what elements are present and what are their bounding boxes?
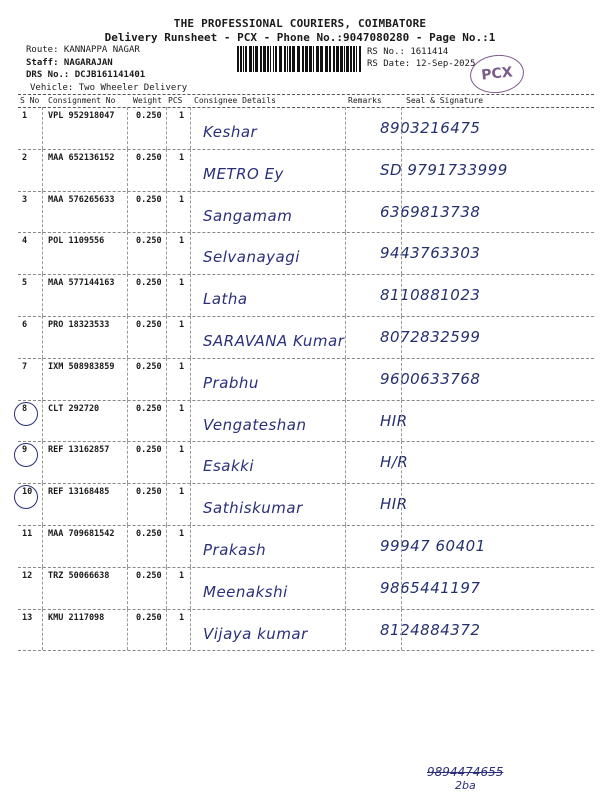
column-divider: [166, 274, 167, 316]
weight-value: 0.250: [136, 236, 162, 247]
pcs-value: 1: [179, 445, 185, 456]
barcode-bar: [305, 46, 308, 72]
barcode-bar: [287, 46, 288, 72]
column-divider: [127, 191, 128, 233]
column-divider: [401, 400, 402, 442]
consignee-handwritten-name: SARAVANA Kumar: [203, 332, 345, 350]
column-divider: [401, 316, 402, 358]
column-divider: [401, 274, 402, 316]
barcode-bar: [356, 46, 357, 72]
column-divider: [42, 609, 43, 651]
table-row: [18, 107, 594, 150]
column-divider: [127, 483, 128, 525]
barcode-bar: [350, 46, 352, 72]
pcs-value: 1: [179, 320, 185, 330]
circle-mark-icon: [14, 443, 38, 467]
weight-value: 0.250: [136, 529, 162, 539]
serial-number: 11: [22, 529, 33, 539]
column-divider: [42, 483, 43, 525]
col-remarks: Remarks: [348, 96, 382, 105]
struck-number: 9894474655: [427, 765, 504, 779]
signature-phone: 8124884372: [380, 620, 481, 639]
weight-value: 0.250: [136, 320, 162, 330]
consignment-number: REF 13162857: [48, 445, 110, 456]
column-divider: [345, 274, 346, 316]
column-divider: [166, 149, 167, 191]
column-divider: [127, 232, 128, 274]
column-divider: [166, 400, 167, 442]
barcode-bar: [313, 46, 314, 72]
column-divider: [190, 149, 191, 191]
barcode-bar: [336, 46, 339, 72]
column-divider: [401, 609, 402, 651]
serial-number: 3: [22, 194, 28, 205]
column-divider: [345, 191, 346, 233]
footer-handwritten-note: [427, 765, 504, 792]
table-row: [18, 191, 594, 234]
weight-value: 0.250: [136, 194, 162, 205]
barcode-bar: [279, 46, 282, 72]
table-row: [18, 483, 594, 526]
consignment-number: MAA 576265633: [48, 194, 115, 205]
column-divider: [190, 441, 191, 483]
column-divider: [127, 316, 128, 358]
consignment-number: POL 1109556: [48, 236, 105, 247]
column-divider: [42, 149, 43, 191]
weight-value: 0.250: [136, 152, 162, 163]
column-divider: [345, 483, 346, 525]
column-divider: [190, 400, 191, 442]
consignee-handwritten-name: Sathiskumar: [203, 499, 303, 518]
column-divider: [127, 567, 128, 609]
column-divider: [401, 358, 402, 400]
weight-value: 0.250: [136, 111, 162, 121]
column-divider: [166, 316, 167, 358]
col-weight: Weight: [133, 96, 162, 105]
drs-label: DRS No.: DCJB161141401: [26, 70, 146, 80]
pcs-value: 1: [179, 529, 185, 539]
column-divider: [166, 232, 167, 274]
col-consignee: Consignee Details: [194, 96, 276, 105]
barcode-bar: [289, 46, 291, 72]
column-divider: [345, 400, 346, 442]
barcode-bar: [260, 46, 262, 72]
route-label: Route: KANNAPPA NAGAR: [26, 45, 140, 55]
barcode-bar: [316, 46, 319, 72]
serial-number: 12: [22, 570, 33, 581]
barcode-bar: [325, 46, 328, 72]
barcode-bar: [267, 46, 269, 72]
column-divider: [190, 316, 191, 358]
barcode-bar: [270, 46, 271, 72]
consignee-handwritten-name: Latha: [203, 290, 248, 309]
weight-value: 0.250: [136, 570, 162, 581]
rs-number: RS No.: 1611414: [367, 47, 449, 57]
barcode-bar: [255, 46, 258, 72]
serial-number: 8: [22, 404, 27, 414]
weight-value: 0.250: [136, 487, 162, 498]
pcs-value: 1: [179, 152, 185, 163]
column-divider: [345, 609, 346, 651]
column-divider: [166, 441, 167, 483]
barcode-bar: [297, 46, 300, 72]
column-divider: [42, 232, 43, 274]
barcode-bar: [243, 46, 244, 72]
barcode-bar: [359, 46, 361, 72]
weight-value: 0.250: [136, 403, 162, 414]
column-divider: [190, 274, 191, 316]
barcode-bar: [284, 46, 286, 72]
column-divider: [127, 149, 128, 191]
signature-phone: 9443763303: [380, 244, 481, 263]
serial-number: 1: [22, 111, 28, 121]
pcs-value: 1: [179, 403, 185, 414]
pcs-value: 1: [179, 111, 185, 121]
table-row: [18, 567, 594, 610]
column-divider: [127, 525, 128, 567]
rs-meta: [367, 46, 475, 70]
consignment-number: REF 13168485: [48, 487, 110, 498]
serial-number: 5: [22, 278, 28, 289]
consignee-handwritten-name: Prabhu: [203, 373, 259, 392]
consignment-number: MAA 709681542: [48, 529, 115, 539]
column-divider: [166, 483, 167, 525]
barcode-bar: [346, 46, 349, 72]
column-divider: [345, 316, 346, 358]
barcode-icon: [237, 46, 363, 72]
table-row: [18, 358, 594, 401]
pcs-value: 1: [179, 361, 185, 372]
consignee-handwritten-name: Vengateshan: [203, 415, 307, 434]
barcode-bar: [292, 46, 295, 72]
column-divider: [401, 191, 402, 233]
column-divider: [127, 400, 128, 442]
barcode-bar: [344, 46, 345, 72]
column-divider: [127, 609, 128, 651]
table-header: [18, 94, 594, 108]
column-divider: [42, 400, 43, 442]
barcode-bar: [273, 46, 274, 72]
column-divider: [345, 232, 346, 274]
serial-number: 7: [22, 361, 28, 372]
column-divider: [345, 525, 346, 567]
column-divider: [401, 441, 402, 483]
pcx-stamp: PCX: [468, 52, 526, 95]
barcode-bar: [353, 46, 355, 72]
column-divider: [166, 567, 167, 609]
barcode-bar: [302, 46, 304, 72]
column-divider: [345, 441, 346, 483]
table-row: [18, 441, 594, 484]
document-subtitle: Delivery Runsheet - PCX - Phone No.:9047080280 - Page No.:1: [104, 31, 496, 44]
column-divider: [401, 232, 402, 274]
serial-number: 10: [22, 487, 32, 497]
signature-phone: 8072832599: [380, 328, 481, 346]
rs-date: RS Date: 12-Sep-2025: [367, 59, 476, 69]
weight-value: 0.250: [136, 361, 162, 372]
column-divider: [401, 107, 402, 149]
column-divider: [401, 567, 402, 609]
consignee-handwritten-name: METRO Ey: [203, 164, 284, 183]
barcode-bar: [237, 46, 239, 72]
column-divider: [166, 609, 167, 651]
serial-number: 6: [22, 320, 28, 330]
column-divider: [127, 441, 128, 483]
column-divider: [42, 191, 43, 233]
column-divider: [166, 191, 167, 233]
table-row: [18, 232, 594, 275]
serial-number: 2: [22, 152, 28, 163]
serial-number: 13: [22, 612, 33, 623]
column-divider: [166, 525, 167, 567]
signature-phone: H/R: [380, 453, 409, 472]
column-divider: [190, 358, 191, 400]
vehicle-label: Vehicle: Two Wheeler Delivery: [30, 82, 188, 93]
table-row: [18, 609, 594, 652]
pcs-value: 1: [179, 278, 185, 289]
pcs-value: 1: [179, 194, 185, 205]
barcode-bar: [333, 46, 335, 72]
runsheet-meta: [26, 44, 187, 94]
weight-value: 0.250: [136, 445, 162, 456]
column-divider: [345, 358, 346, 400]
barcode-bar: [253, 46, 254, 72]
column-divider: [190, 191, 191, 233]
column-divider: [42, 525, 43, 567]
column-divider: [42, 567, 43, 609]
staff-label: Staff: NAGARAJAN: [26, 57, 113, 68]
serial-number: 9: [22, 445, 27, 455]
consignee-handwritten-name: Prakash: [203, 541, 267, 559]
table-row: [18, 525, 594, 568]
signature-phone: 8110881023: [380, 286, 481, 305]
column-divider: [190, 107, 191, 149]
consignment-number: VPL 952918047: [48, 111, 115, 121]
column-divider: [401, 483, 402, 525]
barcode-bar: [240, 46, 242, 72]
barcode-bar: [309, 46, 312, 72]
column-divider: [190, 232, 191, 274]
column-divider: [345, 107, 346, 149]
pcs-value: 1: [179, 487, 185, 498]
weight-value: 0.250: [136, 612, 162, 623]
column-divider: [190, 525, 191, 567]
column-divider: [190, 483, 191, 525]
signature-phone: 99947 60401: [380, 537, 486, 555]
barcode-bar: [320, 46, 323, 72]
barcode-bar: [329, 46, 331, 72]
column-divider: [42, 441, 43, 483]
consignment-number: MAA 577144163: [48, 278, 115, 289]
column-divider: [42, 358, 43, 400]
signature-phone: 9865441197: [380, 578, 481, 597]
column-divider: [127, 274, 128, 316]
barcode-bar: [263, 46, 266, 72]
consignment-number: MAA 652136152: [48, 152, 115, 163]
column-divider: [190, 609, 191, 651]
consignee-handwritten-name: Keshar: [203, 123, 258, 141]
col-pcs: PCS: [168, 96, 183, 105]
consignee-handwritten-name: Selvanayagi: [203, 248, 300, 267]
column-divider: [345, 149, 346, 191]
consignee-handwritten-name: Meenakshi: [203, 582, 288, 601]
column-divider: [401, 149, 402, 191]
consignment-number: KMU 2117098: [48, 612, 105, 623]
signature-phone: 9600633768: [380, 369, 481, 388]
document-title: THE PROFESSIONAL COURIERS, COIMBATORE: [173, 17, 427, 30]
column-divider: [127, 107, 128, 149]
col-seal: Seal & Signature: [406, 96, 484, 105]
signature-phone: 8903216475: [380, 119, 481, 137]
footer-note-text: 2ba: [455, 779, 476, 792]
consignment-number: CLT 292720: [48, 403, 100, 414]
table-row: [18, 149, 594, 192]
column-divider: [190, 567, 191, 609]
column-divider: [345, 567, 346, 609]
pcs-value: 1: [179, 570, 185, 581]
column-divider: [42, 107, 43, 149]
col-consignment: Consignment No: [48, 96, 116, 105]
signature-phone: HIR: [380, 411, 408, 430]
serial-number: 4: [22, 236, 28, 247]
column-divider: [42, 274, 43, 316]
consignee-handwritten-name: Sangamam: [203, 206, 293, 225]
table-row: [18, 400, 594, 443]
consignee-handwritten-name: Vijaya kumar: [203, 624, 308, 643]
column-divider: [42, 316, 43, 358]
weight-value: 0.250: [136, 278, 162, 289]
column-divider: [166, 358, 167, 400]
barcode-bar: [275, 46, 277, 72]
col-sno: S No: [20, 96, 40, 105]
barcode-bar: [245, 46, 247, 72]
signature-phone: 6369813738: [380, 202, 481, 221]
consignment-number: IXM 508983859: [48, 361, 115, 372]
consignment-number: TRZ 50066638: [48, 570, 110, 581]
consignee-handwritten-name: Esakki: [203, 457, 255, 476]
barcode-bar: [249, 46, 252, 72]
circle-mark-icon: [14, 485, 38, 509]
table-row: [18, 316, 594, 359]
pcs-value: 1: [179, 236, 185, 247]
circle-mark-icon: [14, 402, 38, 426]
consignment-number: PRO 18323533: [48, 320, 110, 330]
pcs-value: 1: [179, 612, 185, 623]
column-divider: [166, 107, 167, 149]
table-row: [18, 274, 594, 317]
column-divider: [401, 525, 402, 567]
signature-phone: HIR: [380, 495, 408, 514]
barcode-bar: [340, 46, 343, 72]
signature-phone: SD 9791733999: [380, 160, 508, 179]
column-divider: [127, 358, 128, 400]
